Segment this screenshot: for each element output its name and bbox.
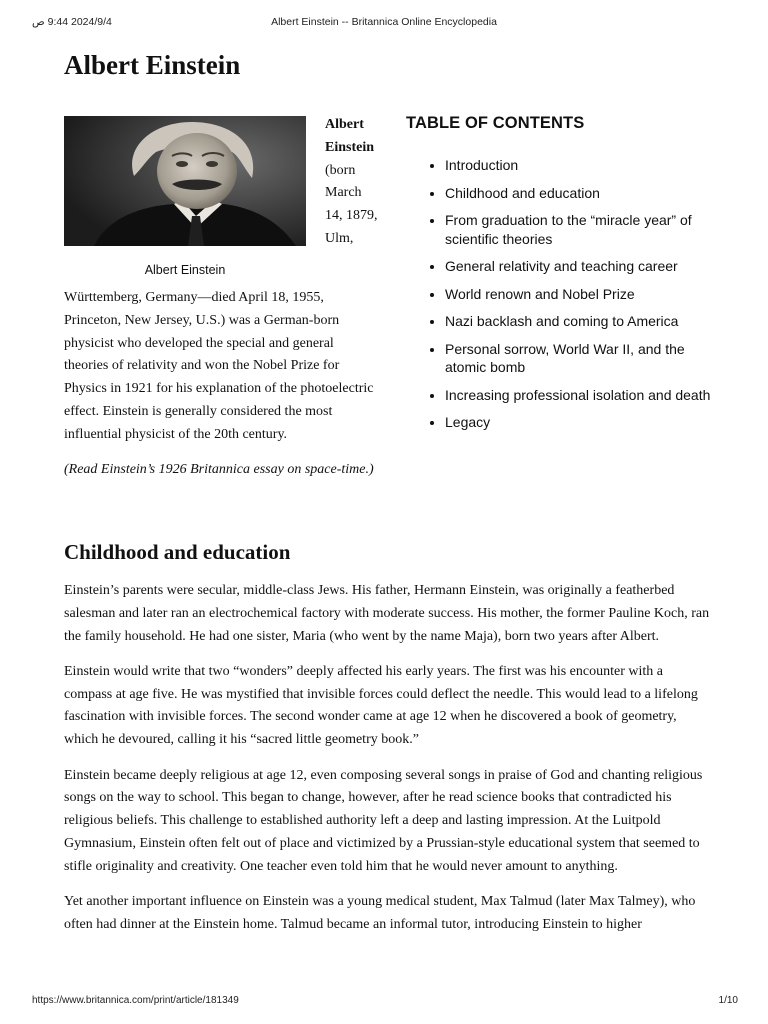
toc-item-introduction[interactable]: [445, 156, 716, 175]
toc-item-childhood[interactable]: [445, 184, 716, 203]
toc-item-miracle-year[interactable]: [445, 211, 716, 248]
toc-list: [406, 156, 716, 432]
toc-item-isolation-death[interactable]: [445, 386, 716, 405]
toc-item-legacy[interactable]: [445, 413, 716, 432]
article-lead: [64, 116, 380, 481]
print-url: https://www.britannica.com/print/article/181349: [32, 995, 239, 1006]
portrait-eye-left: [176, 161, 188, 167]
article-title: Albert Einstein: [64, 50, 241, 80]
body-paragraph: Einstein became deeply religious at age 12, even composing several songs in praise of God and chanting religious songs on the way to school. This began to change, however, after he read science books that contradicted his religious beliefs. This challenge to established authority left a deep and lasting impression. At the Luitpold Gymnasium, Einstein often felt out of place and victimized by a Prussian-style educational system that seemed to stifle originality and creativity. One teacher even told him that he would never amount to anything.: [64, 767, 703, 874]
toc-link[interactable]: Nazi backlash and coming to America: [445, 313, 679, 329]
portrait-face: [157, 133, 237, 209]
body-paragraph: Yet another important influence on Einstein was a young medical student, Max Talmud (later Max Talmey), who often had dinner at the Einstein home. Talmud became an informal tutor, introducing Einstein to higher: [64, 894, 696, 932]
print-date-time: 2024/9/4 9:44 ص: [32, 16, 112, 28]
print-document-title: Albert Einstein -- Britannica Online Encyclopedia: [271, 16, 497, 28]
page-number: 1/10: [718, 995, 738, 1006]
lead-name: Albert Einstein: [325, 117, 375, 155]
toc-link[interactable]: From graduation to the “miracle year” of scientific theories: [445, 212, 692, 247]
toc-item-nobel-prize[interactable]: [445, 285, 716, 304]
toc-item-general-relativity[interactable]: [445, 257, 716, 276]
toc-link[interactable]: General relativity and teaching career: [445, 258, 678, 274]
toc-link[interactable]: Legacy: [445, 414, 491, 430]
section-heading: Childhood and education: [64, 540, 291, 564]
body-paragraph: Einstein would write that two “wonders” deeply affected his early years. The first was his encounter with a compass at age five. He was mystified that invisible forces could deflect the needle. This would lead to a lifelong fascination with invisible forces. The second wonder came at age 12 when he discovered a book of geometry, which he devoured, calling it his “sacred little geometry book.”: [64, 663, 698, 748]
portrait-caption: Albert Einstein: [144, 263, 226, 277]
toc-link[interactable]: Childhood and education: [445, 184, 600, 201]
toc-link[interactable]: Increasing professional isolation and death: [445, 386, 711, 403]
toc-heading: TABLE OF CONTENTS: [406, 114, 585, 132]
lead-text: (born March 14, 1879, Ulm, Württemberg, Germany—died April 18, 1955, Princeton, New Jersey, U.S.) was a German-born physicist who developed the special and general theories of relativity and won the Nobel Prize for Physics in 1921 for his explanation of the photoelectric effect. Einstein is generally considered the most influential physicist of the 20th century.: [64, 162, 378, 442]
table-of-contents: [406, 110, 716, 441]
section-body: [64, 580, 712, 949]
print-footer: [32, 995, 738, 1009]
toc-item-world-war-ii[interactable]: [445, 340, 716, 377]
print-header: [32, 16, 736, 30]
toc-item-nazi-backlash[interactable]: [445, 312, 716, 331]
body-paragraph: Einstein’s parents were secular, middle-class Jews. His father, Hermann Einstein, was originally a featherbed salesman and later ran an electrochemical factory with moderate success. His mother, the former Pauline Koch, ran the family household. He had one sister, Maria (who went by the name Maja), born two years after Albert.: [64, 583, 710, 644]
toc-link[interactable]: Introduction: [445, 157, 519, 173]
essay-note[interactable]: (Read Einstein’s 1926 Britannica essay on space-time.): [64, 461, 374, 477]
toc-link[interactable]: Personal sorrow, World War II, and the atomic bomb: [445, 340, 685, 375]
einstein-portrait-image: [64, 116, 306, 246]
toc-link[interactable]: World renown and Nobel Prize: [445, 285, 635, 302]
portrait-eye-right: [206, 161, 218, 167]
portrait-figure: [64, 116, 306, 281]
